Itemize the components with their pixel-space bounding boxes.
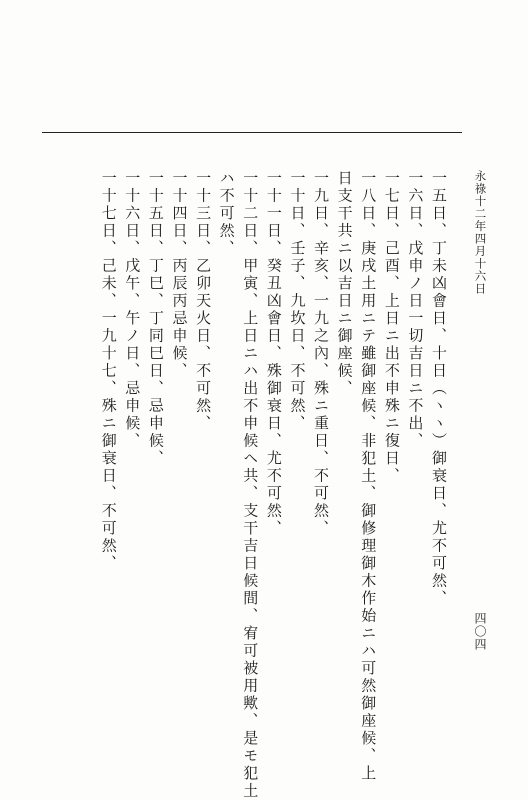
text-line: 一十一日、癸丑凶會日、殊御衰日、尤不可然、 [264,170,283,538]
text-line: 一五日、丁未凶會日、十日（ヽヽ）御衰日、尤不可然、 [430,170,448,608]
text-line: 一八日、庚戌土用ニテ雖御座候、非犯土、御修理御木作始ニハ可然御座候、上 [359,170,378,783]
text-line: 日支干共ニ以吉日ニ御座候、 [335,170,354,398]
text-line: ハ不可然、 [217,170,236,258]
text-line: 一十二日、甲寅、上日ニハ出不申候ヘ共、支干吉日候間、宥可被用歟、是モ犯土 [241,170,260,800]
page-number: 四〇四 [473,612,487,651]
text-line: 一九日、辛亥、一九之內、殊ニ重日、不可然、 [312,170,331,538]
text-line: 一十七日、己未、一九十七、殊ニ御衰日、不可然、 [99,170,118,573]
text-line: 一十六日、戊午、午ノ日、忌申候、 [123,170,142,450]
header-rule [42,132,462,133]
body-text [96,170,450,800]
text-line: 一十日、壬子、九坎日、不可然、 [288,170,307,433]
running-header: 永祿十二年四月十六日 [473,170,488,295]
text-line: 一七日、己酉、上日ニ出不申殊ニ復日、 [382,170,401,485]
text-line: 一十五日、丁巳、丁同巳日、忌申候、 [146,170,165,468]
text-line: 一十四日、丙辰丙忌申候、 [170,170,189,380]
text-line: 一六日、戊申ノ日一切吉日ニ不出、 [406,170,425,450]
text-line: 一十三日、乙卯天火日、不可然、 [194,170,213,433]
